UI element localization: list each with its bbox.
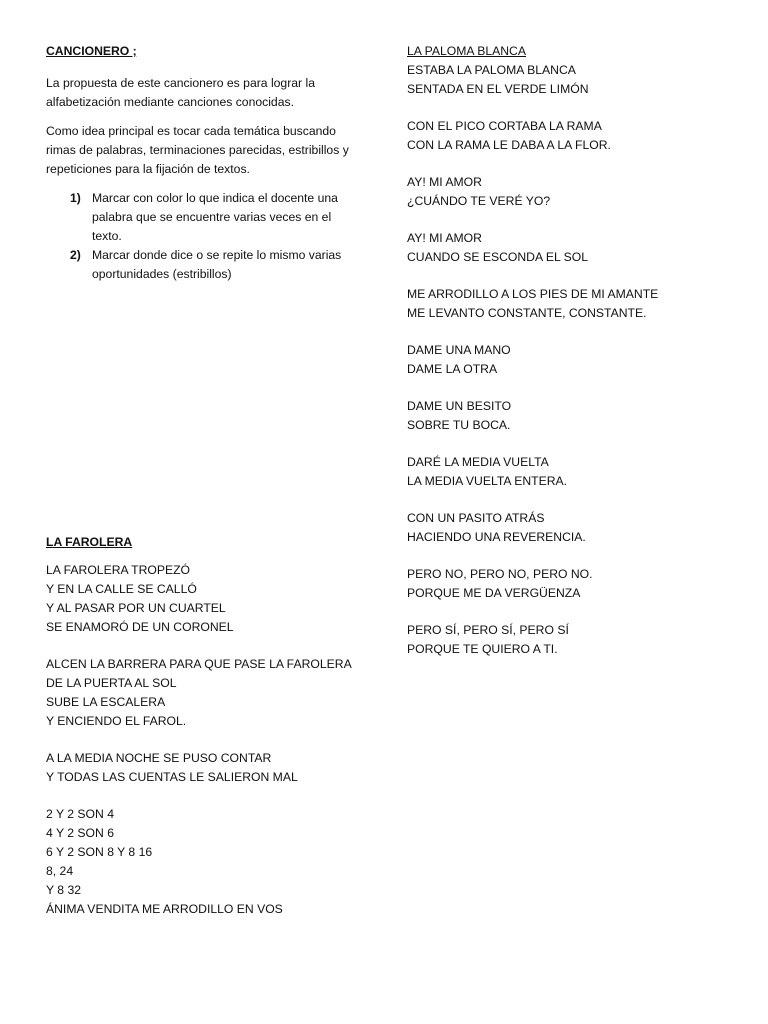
lyric-line: SOBRE TU BOCA. (407, 418, 511, 432)
lyric-line: HACIENDO UNA REVERENCIA. (407, 530, 586, 544)
lyric-line: AY! MI AMOR (407, 231, 482, 245)
intro-title: CANCIONERO ; (46, 44, 137, 58)
stanza (46, 749, 364, 787)
stanza (407, 397, 747, 435)
intro-paragraph-1: La propuesta de este cancionero es para lograr la alfabetización mediante canciones conocidas. (46, 76, 315, 109)
stanza (46, 655, 364, 731)
lyric-line: ÁNIMA VENDITA ME ARRODILLO EN VOS (46, 902, 283, 916)
lyric-line: PORQUE ME DA VERGÜENZA (407, 586, 581, 600)
instruction-text: Marcar donde dice o se repite lo mismo varias oportunidades (estribillos) (92, 248, 342, 281)
stanza (407, 621, 747, 659)
stanza (407, 229, 747, 267)
lyric-line: CON UN PASITO ATRÁS (407, 511, 545, 525)
stanza (407, 341, 747, 379)
lyric-line: AY! MI AMOR (407, 175, 482, 189)
lyric-line: PORQUE TE QUIERO A TI. (407, 642, 558, 656)
lyric-line: ME LEVANTO CONSTANTE, CONSTANTE. (407, 306, 647, 320)
song-title: LA PALOMA BLANCA (407, 44, 526, 58)
song-paloma-blanca (407, 42, 747, 677)
lyric-line: 4 Y 2 SON 6 (46, 826, 114, 840)
lyric-line: CON LA RAMA LE DABA A LA FLOR. (407, 138, 611, 152)
song-farolera (46, 533, 364, 937)
lyric-line: LA MEDIA VUELTA ENTERA. (407, 474, 568, 488)
lyric-line: DAME UN BESITO (407, 399, 512, 413)
lyric-line: LA FAROLERA TROPEZÓ (46, 563, 191, 577)
lyric-line: Y AL PASAR POR UN CUARTEL (46, 601, 226, 615)
lyric-line: DARÉ LA MEDIA VUELTA (407, 455, 549, 469)
lyric-line: PERO SÍ, PERO SÍ, PERO SÍ (407, 623, 569, 637)
lyric-line: CUANDO SE ESCONDA EL SOL (407, 250, 589, 264)
instruction-item (46, 189, 364, 246)
lyric-line: Y TODAS LAS CUENTAS LE SALIERON MAL (46, 770, 298, 784)
instructions-list (46, 189, 364, 284)
lyric-line: SUBE LA ESCALERA (46, 695, 166, 709)
stanza (407, 285, 747, 323)
lyric-line: DAME UNA MANO (407, 343, 511, 357)
lyric-line: PERO NO, PERO NO, PERO NO. (407, 567, 593, 581)
intro-section (46, 42, 364, 284)
lyric-line: 2 Y 2 SON 4 (46, 807, 114, 821)
stanza (46, 805, 364, 919)
lyric-line: 6 Y 2 SON 8 Y 8 16 (46, 845, 153, 859)
lyric-line: SE ENAMORÓ DE UN CORONEL (46, 620, 234, 634)
instruction-text: Marcar con color lo que indica el docente una palabra que se encuentre varias veces en el texto. (92, 191, 338, 243)
lyric-line: ESTABA LA PALOMA BLANCA (407, 63, 576, 77)
lyric-line: Y 8 32 (46, 883, 82, 897)
lyric-line: DAME LA OTRA (407, 362, 498, 376)
stanza (407, 453, 747, 491)
lyric-line: DE LA PUERTA AL SOL (46, 676, 177, 690)
stanza (407, 565, 747, 603)
lyric-line: ALCEN LA BARRERA PARA QUE PASE LA FAROLERA (46, 657, 352, 671)
song-title: LA FAROLERA (46, 535, 133, 549)
stanza (407, 509, 747, 547)
lyric-line: ME ARRODILLO A LOS PIES DE MI AMANTE (407, 287, 659, 301)
lyric-line: SENTADA EN EL VERDE LIMÓN (407, 82, 589, 96)
lyric-line: Y ENCIENDO EL FAROL. (46, 714, 187, 728)
stanza (46, 561, 364, 637)
instruction-number: 2) (70, 248, 81, 262)
lyric-line: Y EN LA CALLE SE CALLÓ (46, 582, 197, 596)
instruction-number: 1) (70, 191, 81, 205)
intro-paragraph-2: Como idea principal es tocar cada temática buscando rimas de palabras, terminaciones parecidas, estribillos y repeticiones para la fijación de textos. (46, 124, 349, 176)
instruction-item (46, 246, 364, 284)
lyric-line: 8, 24 (46, 864, 74, 878)
stanza (407, 117, 747, 155)
stanza (407, 173, 747, 211)
lyric-line: A LA MEDIA NOCHE SE PUSO CONTAR (46, 751, 272, 765)
lyric-line: CON EL PICO CORTABA LA RAMA (407, 119, 602, 133)
stanza (407, 61, 747, 99)
lyric-line: ¿CUÁNDO TE VERÉ YO? (407, 194, 551, 208)
